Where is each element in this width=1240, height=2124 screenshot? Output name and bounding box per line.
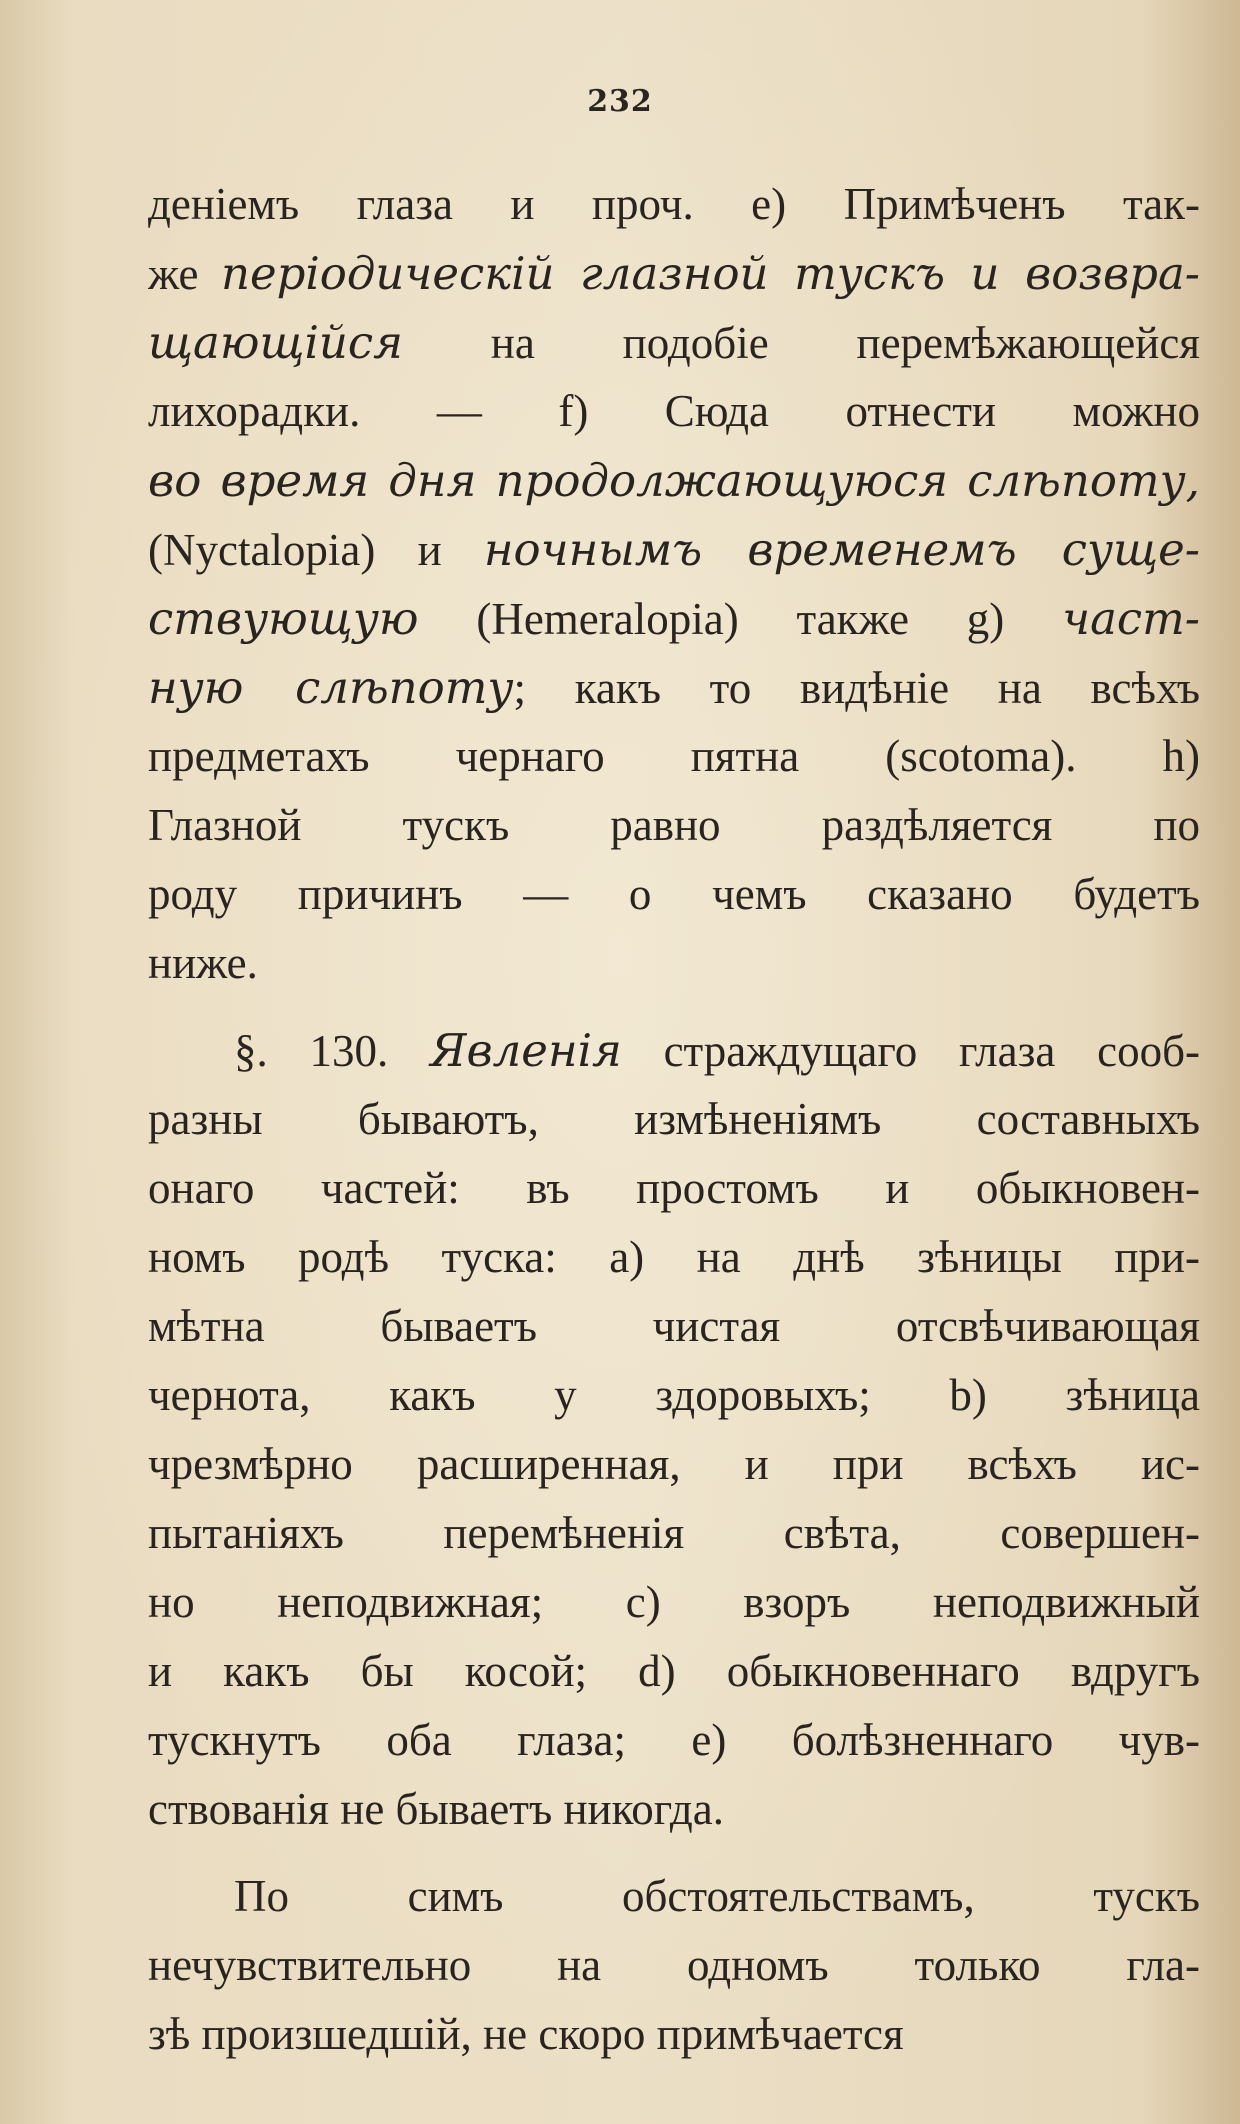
italic-segment: во время дня продолжающуюся слѣпоту, xyxy=(148,454,1200,507)
text-line xyxy=(148,1223,1200,1292)
text-line xyxy=(148,1085,1200,1154)
text-line xyxy=(148,929,1200,998)
text-segment: номъ родѣ туска: a) на днѣ зѣницы при- xyxy=(148,1232,1200,1282)
text-line xyxy=(148,1862,1200,1931)
text-line xyxy=(148,1361,1200,1430)
text-segment: пытаніяхъ перемѣненія свѣта, совершен- xyxy=(148,1508,1200,1558)
text-line xyxy=(148,1931,1200,2000)
text-segment: разны бываютъ, измѣненіямъ составныхъ xyxy=(148,1094,1200,1144)
paragraph-gap xyxy=(148,998,1200,1016)
text-line xyxy=(148,722,1200,791)
text-line xyxy=(148,791,1200,860)
text-line xyxy=(148,1706,1200,1775)
text-segment: тускнутъ оба глаза; e) болѣзненнаго чув- xyxy=(148,1715,1200,1765)
italic-segment: ночнымъ временемъ суще- xyxy=(483,523,1200,576)
text-line xyxy=(148,308,1200,377)
text-segment: же xyxy=(148,249,221,299)
text-line xyxy=(148,860,1200,929)
text-line xyxy=(148,653,1200,722)
text-segment: предметахъ чернаго пятна (scotoma). h) xyxy=(148,731,1200,781)
text-segment: деніемъ глаза и проч. e) Примѣченъ так- xyxy=(148,179,1200,229)
italic-segment: щающійся xyxy=(148,316,403,369)
text-segment: чернота, какъ у здоровыхъ; b) зѣница xyxy=(148,1370,1200,1420)
text-line xyxy=(148,170,1200,239)
text-line xyxy=(148,1499,1200,1568)
italic-segment: част- xyxy=(1062,592,1200,645)
text-segment: По симъ обстоятельствамъ, тускъ xyxy=(234,1871,1200,1921)
text-line xyxy=(148,446,1200,515)
italic-segment: Явленія xyxy=(430,1024,622,1077)
text-segment: (Hemeralopia) также g) xyxy=(418,594,1063,644)
text-segment: мѣтна бываетъ чистая отсвѣчивающая xyxy=(148,1301,1200,1351)
text-segment: роду причинъ — о чемъ сказано будетъ xyxy=(148,869,1200,919)
paragraph xyxy=(148,170,1200,998)
page-number: 232 xyxy=(587,84,653,119)
text-segment: (Nyctalopia) и xyxy=(148,525,484,575)
italic-segment: ствующую xyxy=(148,592,419,645)
paragraph xyxy=(148,1862,1200,2069)
paragraph xyxy=(148,1016,1200,1844)
text-line xyxy=(148,377,1200,446)
text-segment: ниже. xyxy=(148,938,258,988)
body-text xyxy=(148,170,1200,2069)
italic-segment: ную слѣпоту xyxy=(148,661,514,714)
text-segment: §. 130. xyxy=(234,1026,431,1076)
text-segment: ствованія не бываетъ никогда. xyxy=(148,1784,725,1834)
text-segment: на подобіе перемѣжающейся xyxy=(402,318,1200,368)
text-line xyxy=(148,584,1200,653)
text-line xyxy=(148,239,1200,308)
text-segment: нечувствительно на одномъ только гла- xyxy=(148,1940,1200,1990)
text-line xyxy=(148,1154,1200,1223)
text-line xyxy=(148,515,1200,584)
text-line xyxy=(148,2000,1200,2069)
text-segment: онаго частей: въ простомъ и обыкновен- xyxy=(148,1163,1200,1213)
text-segment: Глазной тускъ равно раздѣляется по xyxy=(148,800,1200,850)
text-line xyxy=(148,1430,1200,1499)
text-segment: страждущаго глаза сооб- xyxy=(621,1026,1200,1076)
text-segment: но неподвижная; c) взоръ неподвижный xyxy=(148,1577,1200,1627)
text-segment: чрезмѣрно расширенная, и при всѣхъ ис- xyxy=(148,1439,1200,1489)
paragraph-gap xyxy=(148,1844,1200,1862)
text-segment: лихорадки. — f) Сюда отнести можно xyxy=(148,386,1200,436)
text-line xyxy=(148,1016,1200,1085)
italic-segment: періодическій глазной тускъ и возвра- xyxy=(221,247,1200,300)
text-line xyxy=(148,1568,1200,1637)
text-line xyxy=(148,1292,1200,1361)
text-line xyxy=(148,1775,1200,1844)
text-segment: и какъ бы косой; d) обыкновеннаго вдругъ xyxy=(148,1646,1200,1696)
text-segment: ; какъ то видѣніе на всѣхъ xyxy=(513,663,1200,713)
text-segment: зѣ произшедшій, не скоро примѣчается xyxy=(148,2009,904,2059)
text-line xyxy=(148,1637,1200,1706)
